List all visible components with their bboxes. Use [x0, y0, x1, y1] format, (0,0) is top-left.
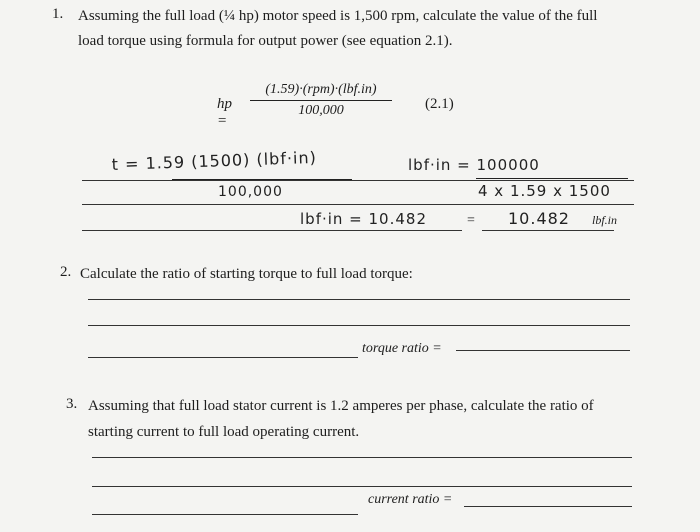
current-ratio-label: current ratio =	[368, 492, 453, 507]
formula-numerator: (1.59)·(rpm)·(lbf.in)	[265, 82, 377, 97]
q2-answer-line-1	[88, 299, 630, 300]
q2-answer-line-3	[88, 357, 358, 358]
q2-number: 2.	[60, 264, 72, 280]
formula-denominator: 100,000	[298, 103, 344, 118]
q1-line1: Assuming the full load (¼ hp) motor speed is 1,500 rpm, calculate the value of the full	[78, 8, 598, 24]
fraction-bar	[250, 100, 392, 101]
handwritten-result-right: 10.482	[508, 209, 570, 228]
q1-number: 1.	[52, 6, 64, 22]
q3-answer-line-3	[92, 514, 358, 515]
q3-line1: Assuming that full load stator current is 1.2 amperes per phase, calculate the ratio of	[88, 398, 594, 414]
torque-ratio-answer-field[interactable]	[456, 350, 630, 351]
handwritten-lbf-equation: lbf·in = 100000	[408, 156, 540, 174]
answer-line-1	[82, 180, 634, 181]
answer-line-2	[82, 204, 634, 205]
q3-number: 3.	[66, 396, 78, 412]
q2-text: Calculate the ratio of starting torque to full load torque:	[80, 266, 413, 282]
result-equals-sign: =	[467, 213, 475, 228]
result-unit: lbf.in	[592, 213, 618, 227]
answer-line-3	[82, 230, 462, 231]
handwritten-torque-denominator: 100,000	[218, 184, 283, 200]
formula-lhs: hp =	[217, 96, 232, 129]
answer-line-result	[482, 230, 614, 231]
handwritten-result-left: lbf·in = 10.482	[300, 210, 428, 228]
torque-ratio-label: torque ratio =	[362, 341, 442, 356]
current-ratio-answer-field[interactable]	[464, 506, 632, 507]
formula-fraction	[250, 82, 392, 119]
handwritten-fraction-bar	[172, 179, 352, 180]
q2-answer-line-2	[88, 325, 630, 326]
handwritten-lbf-fraction-bar	[476, 178, 628, 179]
equation-label: (2.1)	[425, 96, 454, 112]
handwritten-torque-expression: t = 1.59 (1500) (lbf·in)	[111, 147, 318, 174]
q3-answer-line-1	[92, 457, 632, 458]
q1-line2: load torque using formula for output power (see equation 2.1).	[78, 33, 453, 49]
handwritten-lbf-denominator: 4 x 1.59 x 1500	[478, 182, 611, 200]
q3-answer-line-2	[92, 486, 632, 487]
q3-line2: starting current to full load operating current.	[88, 424, 360, 440]
